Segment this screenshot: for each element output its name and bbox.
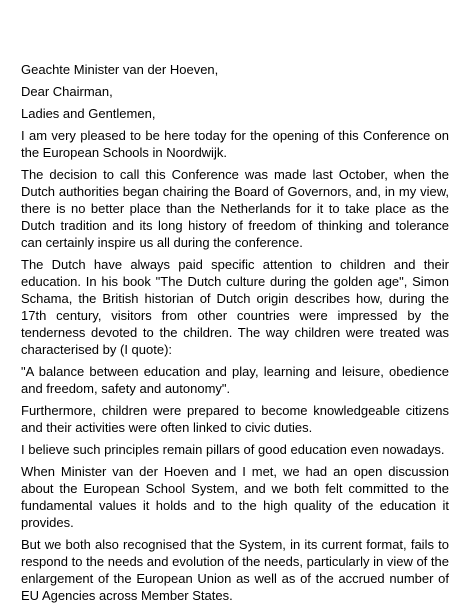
paragraph-citizens: Furthermore, children were prepared to become knowledgeable citizens and their activities were often linked to civic duties. [21, 403, 449, 435]
paragraph-opening: I am very pleased to be here today for the opening of this Conference on the European Schools in Noordwijk. [21, 128, 449, 160]
salutation-minister: Geachte Minister van der Hoeven, [21, 62, 219, 77]
paragraph-system: But we both also recognised that the System, in its current format, fails to respond to the needs and evolution of the needs, particularly in view of the enlargement of the European Union as well as of the accrued number of EU Agencies across Member States. [21, 537, 449, 603]
paragraph-principles: I believe such principles remain pillars of good education even nowadays. [21, 442, 445, 457]
paragraph-decision: The decision to call this Conference was made last October, when the Dutch authorities began chairing the Board of Governors, and, in my view, there is no better place than the Netherlands for it to take place as the Dutch tradition and its long history of freedom of thinking and tolerance can certainly inspire us all during the conference. [21, 167, 449, 250]
salutation-audience: Ladies and Gentlemen, [21, 106, 156, 121]
paragraph-meeting: When Minister van der Hoeven and I met, we had an open discussion about the European School System, and we both felt committed to the fundamental values it holds and to the high quality of the education it provides. [21, 464, 449, 530]
salutation-chairman: Dear Chairman, [21, 84, 113, 99]
paragraph-dutch-children: The Dutch have always paid specific attention to children and their education. In his book "The Dutch culture during the golden age", Simon Schama, the British historian of Dutch origin describes how, during the 17th century, visitors from other countries were impressed by the tenderness devoted to the children. The way children were treated was characterised by (I quote): [21, 257, 449, 357]
paragraph-quote: "A balance between education and play, learning and leisure, obedience and freedom, safety and autonomy". [21, 364, 449, 396]
letter-body [21, 61, 449, 609]
